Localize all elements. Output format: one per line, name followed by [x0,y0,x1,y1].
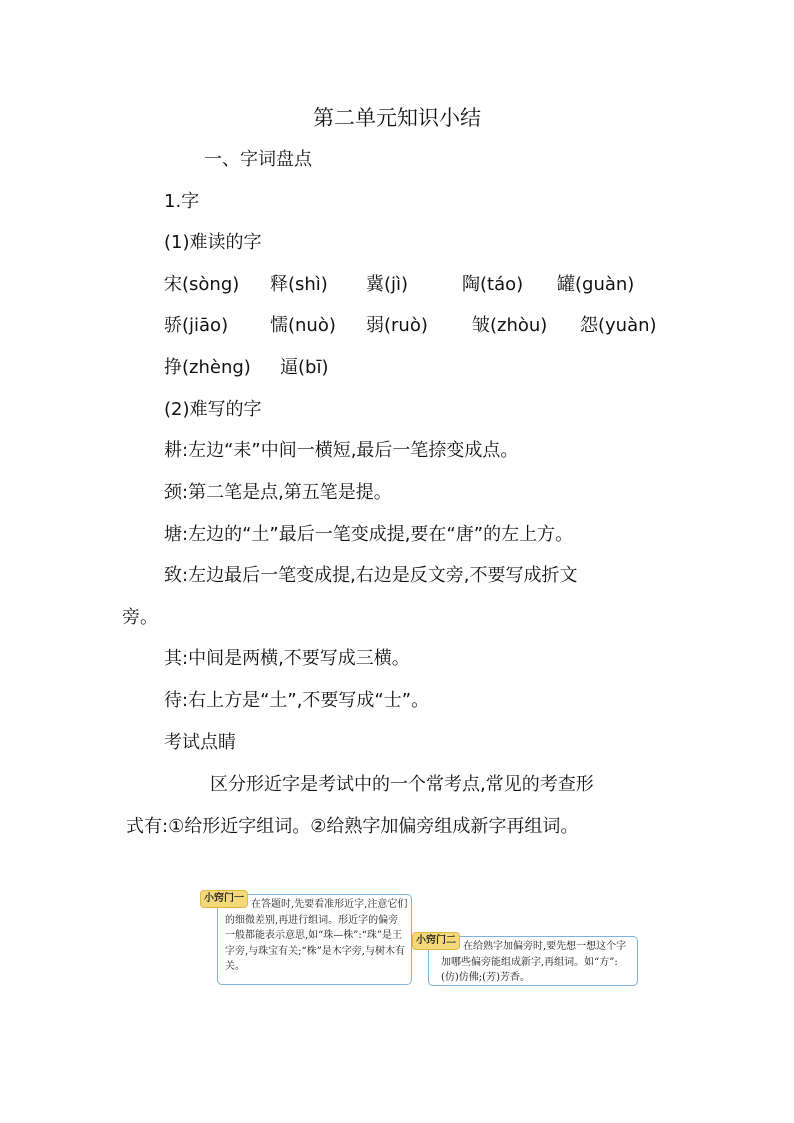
hard-write-item: 待:右上方是“土”,不要写成“士”。 [164,690,430,711]
hard-read-char: 皱(zhòu) [472,315,548,336]
hard-read-char: 冀(jì) [366,274,409,295]
hard-write-item: 致:左边最后一笔变成提,右边是反文旁,不要写成折文 [164,565,578,586]
tip-badge-1: 小窍门一 [200,890,248,908]
exam-text: 式有:①给形近字组词。②给熟字加偏旁组成新字再组词。 [126,816,579,837]
exam-text: 区分形近字是考试中的一个常考点,常见的考查形 [210,774,594,795]
tip-badge-2: 小窍门二 [412,932,460,950]
hard-read-char: 罐(guàn) [557,274,635,295]
hard-write-item: 塘:左边的“土”最后一笔变成提,要在“唐”的左上方。 [164,524,574,545]
hard-read-char: 挣(zhèng) [164,357,251,378]
hard-read-char: 怨(yuàn) [580,315,657,336]
exam-heading: 考试点睛 [164,732,236,753]
hard-write-item: 耕:左边“耒”中间一横短,最后一笔捺变成点。 [164,440,519,461]
tip-text: 在答题时,先要看准形近字,注意它们的细微差别,再进行组词。形近字的偏旁一般都能表示意思,如“珠—株”:“珠”是王字旁,与珠宝有关;“株”是木字旁,与树木有关。 [225,899,408,972]
hard-write-item: 旁。 [122,607,158,628]
section-heading: 一、字词盘点 [204,149,312,170]
hard-read-char: 释(shì) [270,274,328,295]
hard-read-char: 懦(nuò) [270,315,336,336]
hard-read-char: 逼(bī) [280,357,329,378]
hard-write-item: 颈:第二笔是点,第五笔是提。 [164,482,392,503]
hard-read-char: 骄(jiāo) [164,315,229,336]
tip-text: 在给熟字加偏旁时,要先想一想这个字加哪些偏旁能组成新字,再组词。如“方”:(仿)仿佛;(芳)芳香。 [441,941,627,983]
hard-read-char: 弱(ruò) [366,315,428,336]
hard-write-heading: (2)难写的字 [164,399,262,420]
page-title: 第二单元知识小结 [313,106,481,130]
hard-read-char: 陶(táo) [462,274,524,295]
hard-read-char: 宋(sòng) [164,274,240,295]
hard-read-heading: (1)难读的字 [164,232,262,253]
sub-heading: 1.字 [164,191,200,212]
hard-write-item: 其:中间是两横,不要写成三横。 [164,648,410,669]
tip-box-1 [217,894,412,985]
